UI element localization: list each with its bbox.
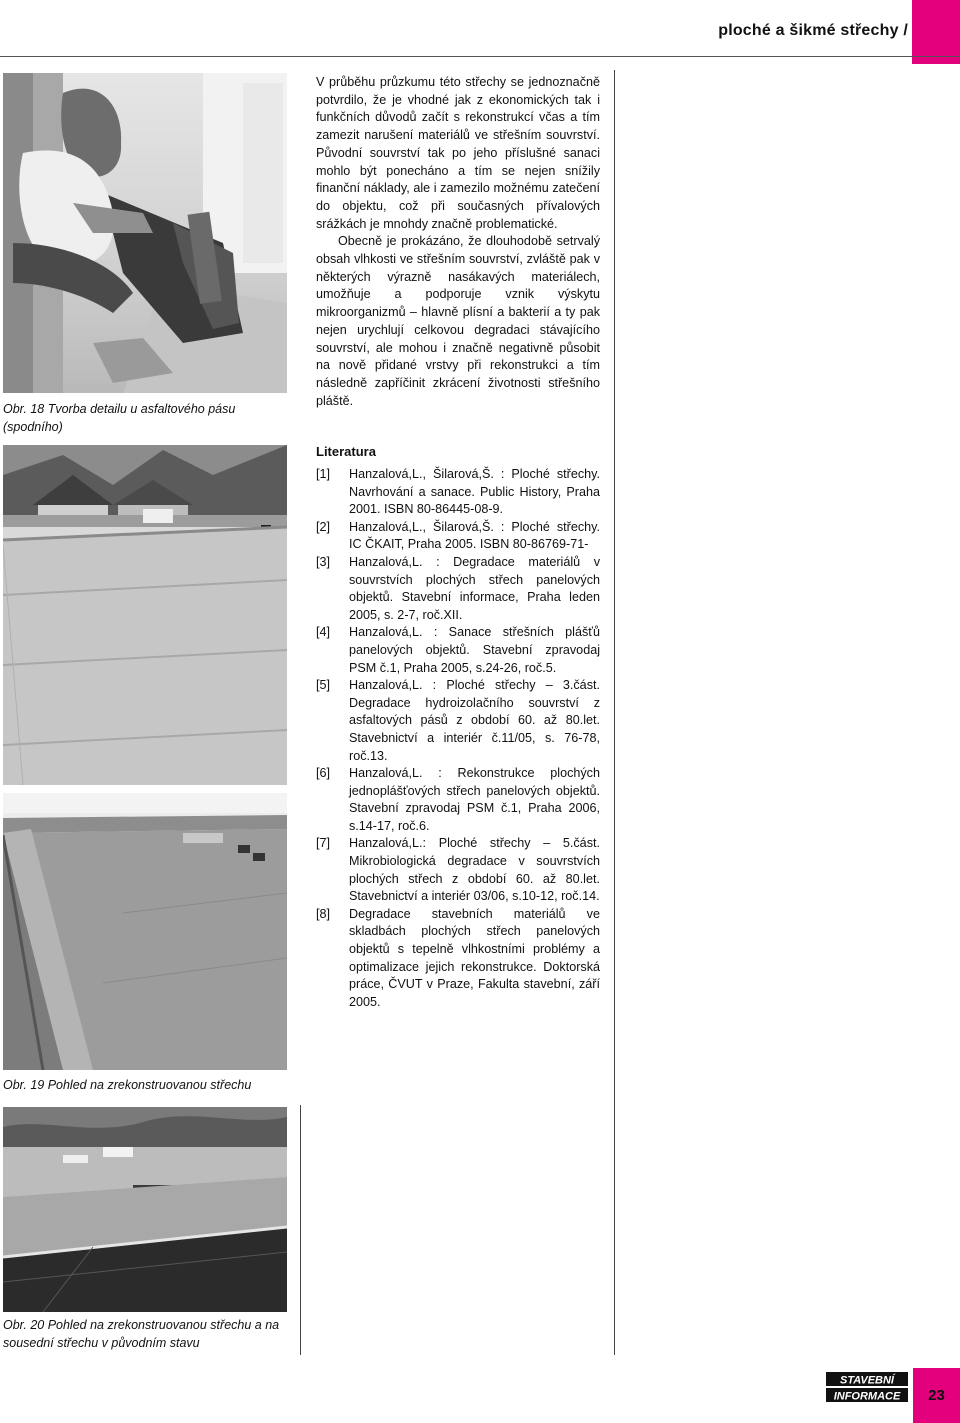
reference-text: Hanzalová,L. : Degradace materiálů v souvrstvích plochých střech panelových objektů. Stavební informace, Praha leden 2005, s. 2-7, roč.XII. <box>349 554 600 622</box>
reference-item <box>316 466 600 519</box>
reference-text: Hanzalová,L. : Ploché střechy – 3.část. Degradace hydroizolačního souvrství z asfaltových pásů z období 60. až 80.let. Stavebnictví a interiér č.11/05, s. 76-78, roč.13. <box>349 678 600 763</box>
reference-item <box>316 554 600 624</box>
reference-number: [6] <box>316 766 331 781</box>
article-paragraph: V průběhu průzkumu této střechy se jednoznačně potvrdilo, že je vhodné jak z ekonomických tak i funkčních důvodů začít s rekonstrukcí včas a tím zamezit narušení materiálů ve střešním souvrství. Původní souvrství tak po jeho příslušné sanaci mohlo být ponecháno a tím se nejen snížily finanční náklady, ale i zamezilo možnému zatečení do objektu, což při současných přívalových srážkách je mnohdy značně problematické. <box>316 75 600 231</box>
reference-text: Hanzalová,L., Šilarová,Š. : Ploché střechy. IC ČKAIT, Praha 2005. ISBN 80-86769-71- <box>349 519 600 552</box>
figure-19-photo-bottom <box>3 793 287 1070</box>
reference-item <box>316 677 600 765</box>
section-title: ploché a šikmé střechy / <box>718 22 908 39</box>
reference-number: [7] <box>316 836 331 851</box>
publication-logo <box>826 1372 908 1402</box>
figure-20-caption: Obr. 20 Pohled na zrekonstruovanou střechu a na sousední střechu v původním stavu <box>3 1318 280 1350</box>
logo-line-1: STAVEBNÍ <box>840 1374 894 1387</box>
reference-text: Hanzalová,L. : Rekonstrukce plochých jednoplášťových střech panelových objektů. Stavební zpravodaj PSM č.1, Praha 2006, s.14-17, roč.6. <box>349 766 600 833</box>
reference-text: Hanzalová,L., Šilarová,Š. : Ploché střechy. Navrhování a sanace. Public History, Praha 2001. ISBN 80-86445-08-9. <box>349 467 600 517</box>
figure-18-caption: Obr. 18 Tvorba detailu u asfaltového pásu (spodního) <box>3 402 236 434</box>
reference-number: [4] <box>316 625 331 640</box>
logo-line-2: INFORMACE <box>833 1390 901 1402</box>
figure-19-photo-top <box>3 445 287 785</box>
header-accent-tab <box>912 0 960 64</box>
reference-text: Degradace stavebních materiálů ve skladbách plochých střech panelových objektů s tepelně vlhkostními problémy a optimalizace jejich rekonstrukce. Doktorská práce, ČVUT v Praze, Fakulta stavební, září 2005. <box>349 906 600 1009</box>
header-rule <box>0 56 960 57</box>
column-divider-right <box>614 70 615 1355</box>
reference-number: [5] <box>316 678 331 693</box>
figure-20-photo <box>3 1107 287 1312</box>
reference-item <box>316 765 600 835</box>
article-body <box>316 74 600 410</box>
reference-number: [1] <box>316 467 331 481</box>
reference-list <box>316 466 600 1011</box>
reference-item <box>316 519 600 554</box>
figure-19-caption: Obr. 19 Pohled na zrekonstruovanou střechu <box>3 1078 252 1092</box>
figure-18-photo <box>3 73 287 393</box>
reference-item <box>316 624 600 677</box>
reference-item <box>316 835 600 905</box>
column-divider-left <box>300 1105 301 1355</box>
reference-number: [8] <box>316 906 331 921</box>
article-paragraph: Obecně je prokázáno, že dlouhodobě setrvalý obsah vlhkosti ve střešním souvrství, zvláště pak v některých výrazně nasákavých materiálech, umožňuje a podporuje vznik výskytu mikroorganizmů – hlavně plísní a bakterií a ty pak nejen urychlují celkovou degradaci stávajícího souvrství, ale mohou i značně negativně působit na nově přidané vrstvy při rekonstrukci a tím následně zapříčinit zkrácení životnosti střešního pláště. <box>316 234 600 408</box>
reference-text: Hanzalová,L.: Ploché střechy – 5.část. Mikrobiologická degradace v souvrstvích plochých střech z období 60. až 80.let. Stavebnictví a interiér 03/06, s.10-12, roč.14. <box>349 836 600 904</box>
reference-item <box>316 906 600 1012</box>
literature-heading: Literatura <box>316 444 376 459</box>
reference-number: [3] <box>316 554 331 569</box>
reference-number: [2] <box>316 519 331 534</box>
page-number: 23 <box>913 1368 960 1423</box>
reference-text: Hanzalová,L. : Sanace střešních plášťů panelových objektů. Stavební zpravodaj PSM č.1, Praha 2005, s.24-26, roč.5. <box>349 625 600 675</box>
